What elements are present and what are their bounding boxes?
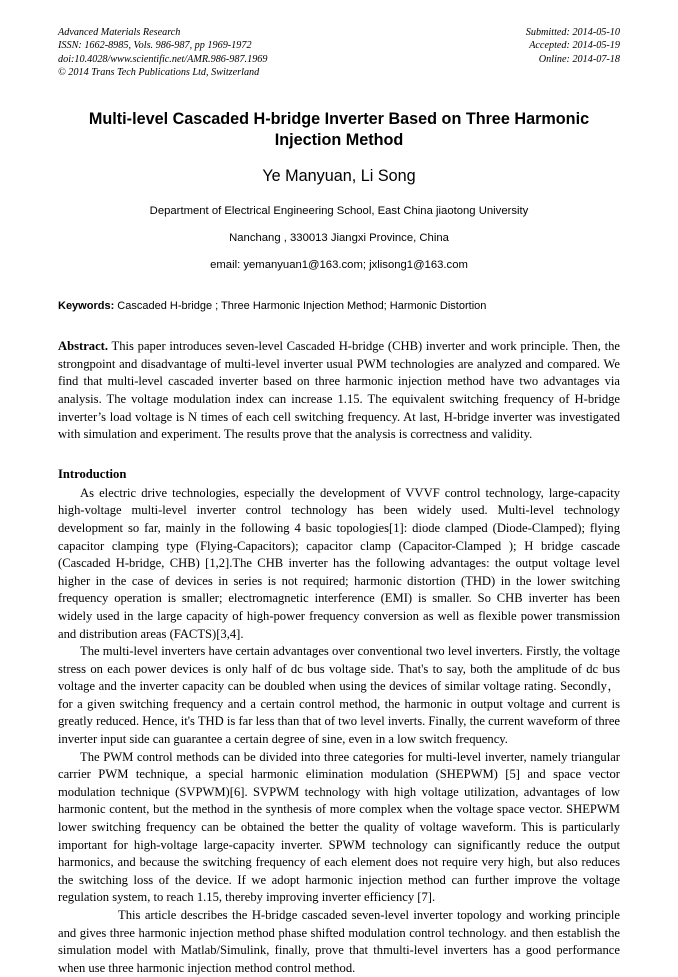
abstract-label: Abstract. bbox=[58, 339, 109, 354]
journal-copyright: © 2014 Trans Tech Publications Ltd, Switzerland bbox=[58, 66, 260, 78]
intro-paragraph-3: The PWM control methods can be divided into three categories for multi-level inverter, namely triangular carrier PWM technique, a special harmonic elimination modulation (SHEPWM) [5] and space vector modulation technique (SVPWM)[6]. SVPWM technology with high voltage utilization, advantages of low harmonic content, but the method in the synthesis of more complex when the voltage space vector. SHEPWM lower switching frequency can be obtained the better the quality of voltage waveform. This is particularly important for high-voltage large-capacity inverter. SPWM technology can significantly reduce the output harmonics, and because the switching frequency of each element does not require very high, but also reduces the switching loss of the device. If we adopt harmonic injection method can further improve the voltage regulation system, to reach 1.15, thereby improving inverter efficiency [7]. bbox=[58, 749, 620, 905]
intro-paragraph-4: This article describes the H-bridge cascaded seven-level inverter topology and working principle and gives three harmonic injection method phase shifted modulation control technology. and then establish the simulation model with Matlab/Simulink, finally, prove that thmulti-level inverters has a good performance when use three harmonic injection method control method. bbox=[58, 908, 620, 975]
intro-paragraph-2: The multi-level inverters have certain advantages over conventional two level inverters. Firstly, the voltage stress on each power devices is only half of dc bus voltage side. That's to say, both the amplitude of dc bus voltage and the inverter capacity can be doubled when using the devices of similar voltage rating. Secondly， for a given switching frequency and a certain control method, the harmonic in output voltage and current is greatly reduced. Hence, it's THD is far less than that of two level inverts. Finally, the current waveform of three inverter input side can guarantee a certain degree of sine, even in a low switch frequency. bbox=[58, 644, 620, 747]
online-date: Online: 2014-07-18 bbox=[538, 53, 620, 65]
affiliation-department: Department of Electrical Engineering School, East China jiaotong University bbox=[149, 205, 529, 218]
journal-doi: doi:10.4028/www.scientific.net/AMR.986-987.1969 bbox=[58, 53, 268, 65]
journal-header-left bbox=[58, 26, 267, 79]
abstract-text: This paper introduces seven-level Cascaded H-bridge (CHB) inverter and work principle. Then, the strongpoint and disadvantage of multi-level inverter usual PWM technologies are analyzed and compared. We find that multi-level cascaded inverter based on three harmonic injection method have two advantages via analysis. The voltage modulation index can increase 1.15. The equivalent switching frequency of H-bridge inverter’s load voltage is N times of each cell switching frequency. At last, H-bridge inverter was investigated with simulation and experiment. The results prove that the analysis is correctness and validity. bbox=[58, 339, 620, 442]
affiliation-email: email: yemanyuan1@163.com; jxlisong1@163.com bbox=[210, 259, 468, 272]
keywords-label: Keywords: bbox=[58, 300, 115, 313]
submitted-date: Submitted: 2014-05-10 bbox=[525, 27, 620, 38]
author-affiliation bbox=[58, 204, 620, 273]
journal-header-right bbox=[526, 26, 620, 66]
journal-issn-volume: ISSN: 1662-8985, Vols. 986-987, pp 1969-1972 bbox=[58, 40, 252, 52]
section-heading-introduction: Introduction bbox=[58, 466, 127, 481]
accepted-date: Accepted: 2014-05-19 bbox=[529, 40, 620, 52]
paper-authors: Ye Manyuan, Li Song bbox=[262, 167, 416, 186]
affiliation-city: Nanchang , 330013 Jiangxi Province, China bbox=[229, 232, 449, 245]
intro-paragraph-1: As electric drive technologies, especially the development of VVVF control technology, large-capacity high-voltage multi-level inverter control technology has been widely used. Multi-level technology development so far, mainly in the following 4 basic topologies[1]: diode clamped (Diode-Clamped); flying capacitor clamping type (Flying-Capacitors); capacitor clamp (Capacitor-Clamped ); H bridge cascade (Cascaded H-bridge, CHB) [1,2].The CHB inverter has the following advantages: the output voltage level higher in the case of devices in series is not required; harmonic distortion (THD) in the lower switching frequency operation is smaller; electromagnetic interference (EMI) is smaller. So CHB inverter has been widely used in the large capacity of high-power frequency conversion as well as flexible power transmission and distribution areas (FACTS)[3,4]. bbox=[58, 485, 620, 641]
paper-title: Multi-level Cascaded H-bridge Inverter Based on Three Harmonic Injection Method bbox=[88, 110, 590, 150]
journal-name: Advanced Materials Research bbox=[58, 27, 181, 38]
abstract-block bbox=[58, 338, 620, 444]
keywords-text: Cascaded H-bridge ; Three Harmonic Injection Method; Harmonic Distortion bbox=[114, 300, 487, 313]
journal-header bbox=[58, 26, 620, 79]
keywords-line bbox=[58, 299, 620, 314]
